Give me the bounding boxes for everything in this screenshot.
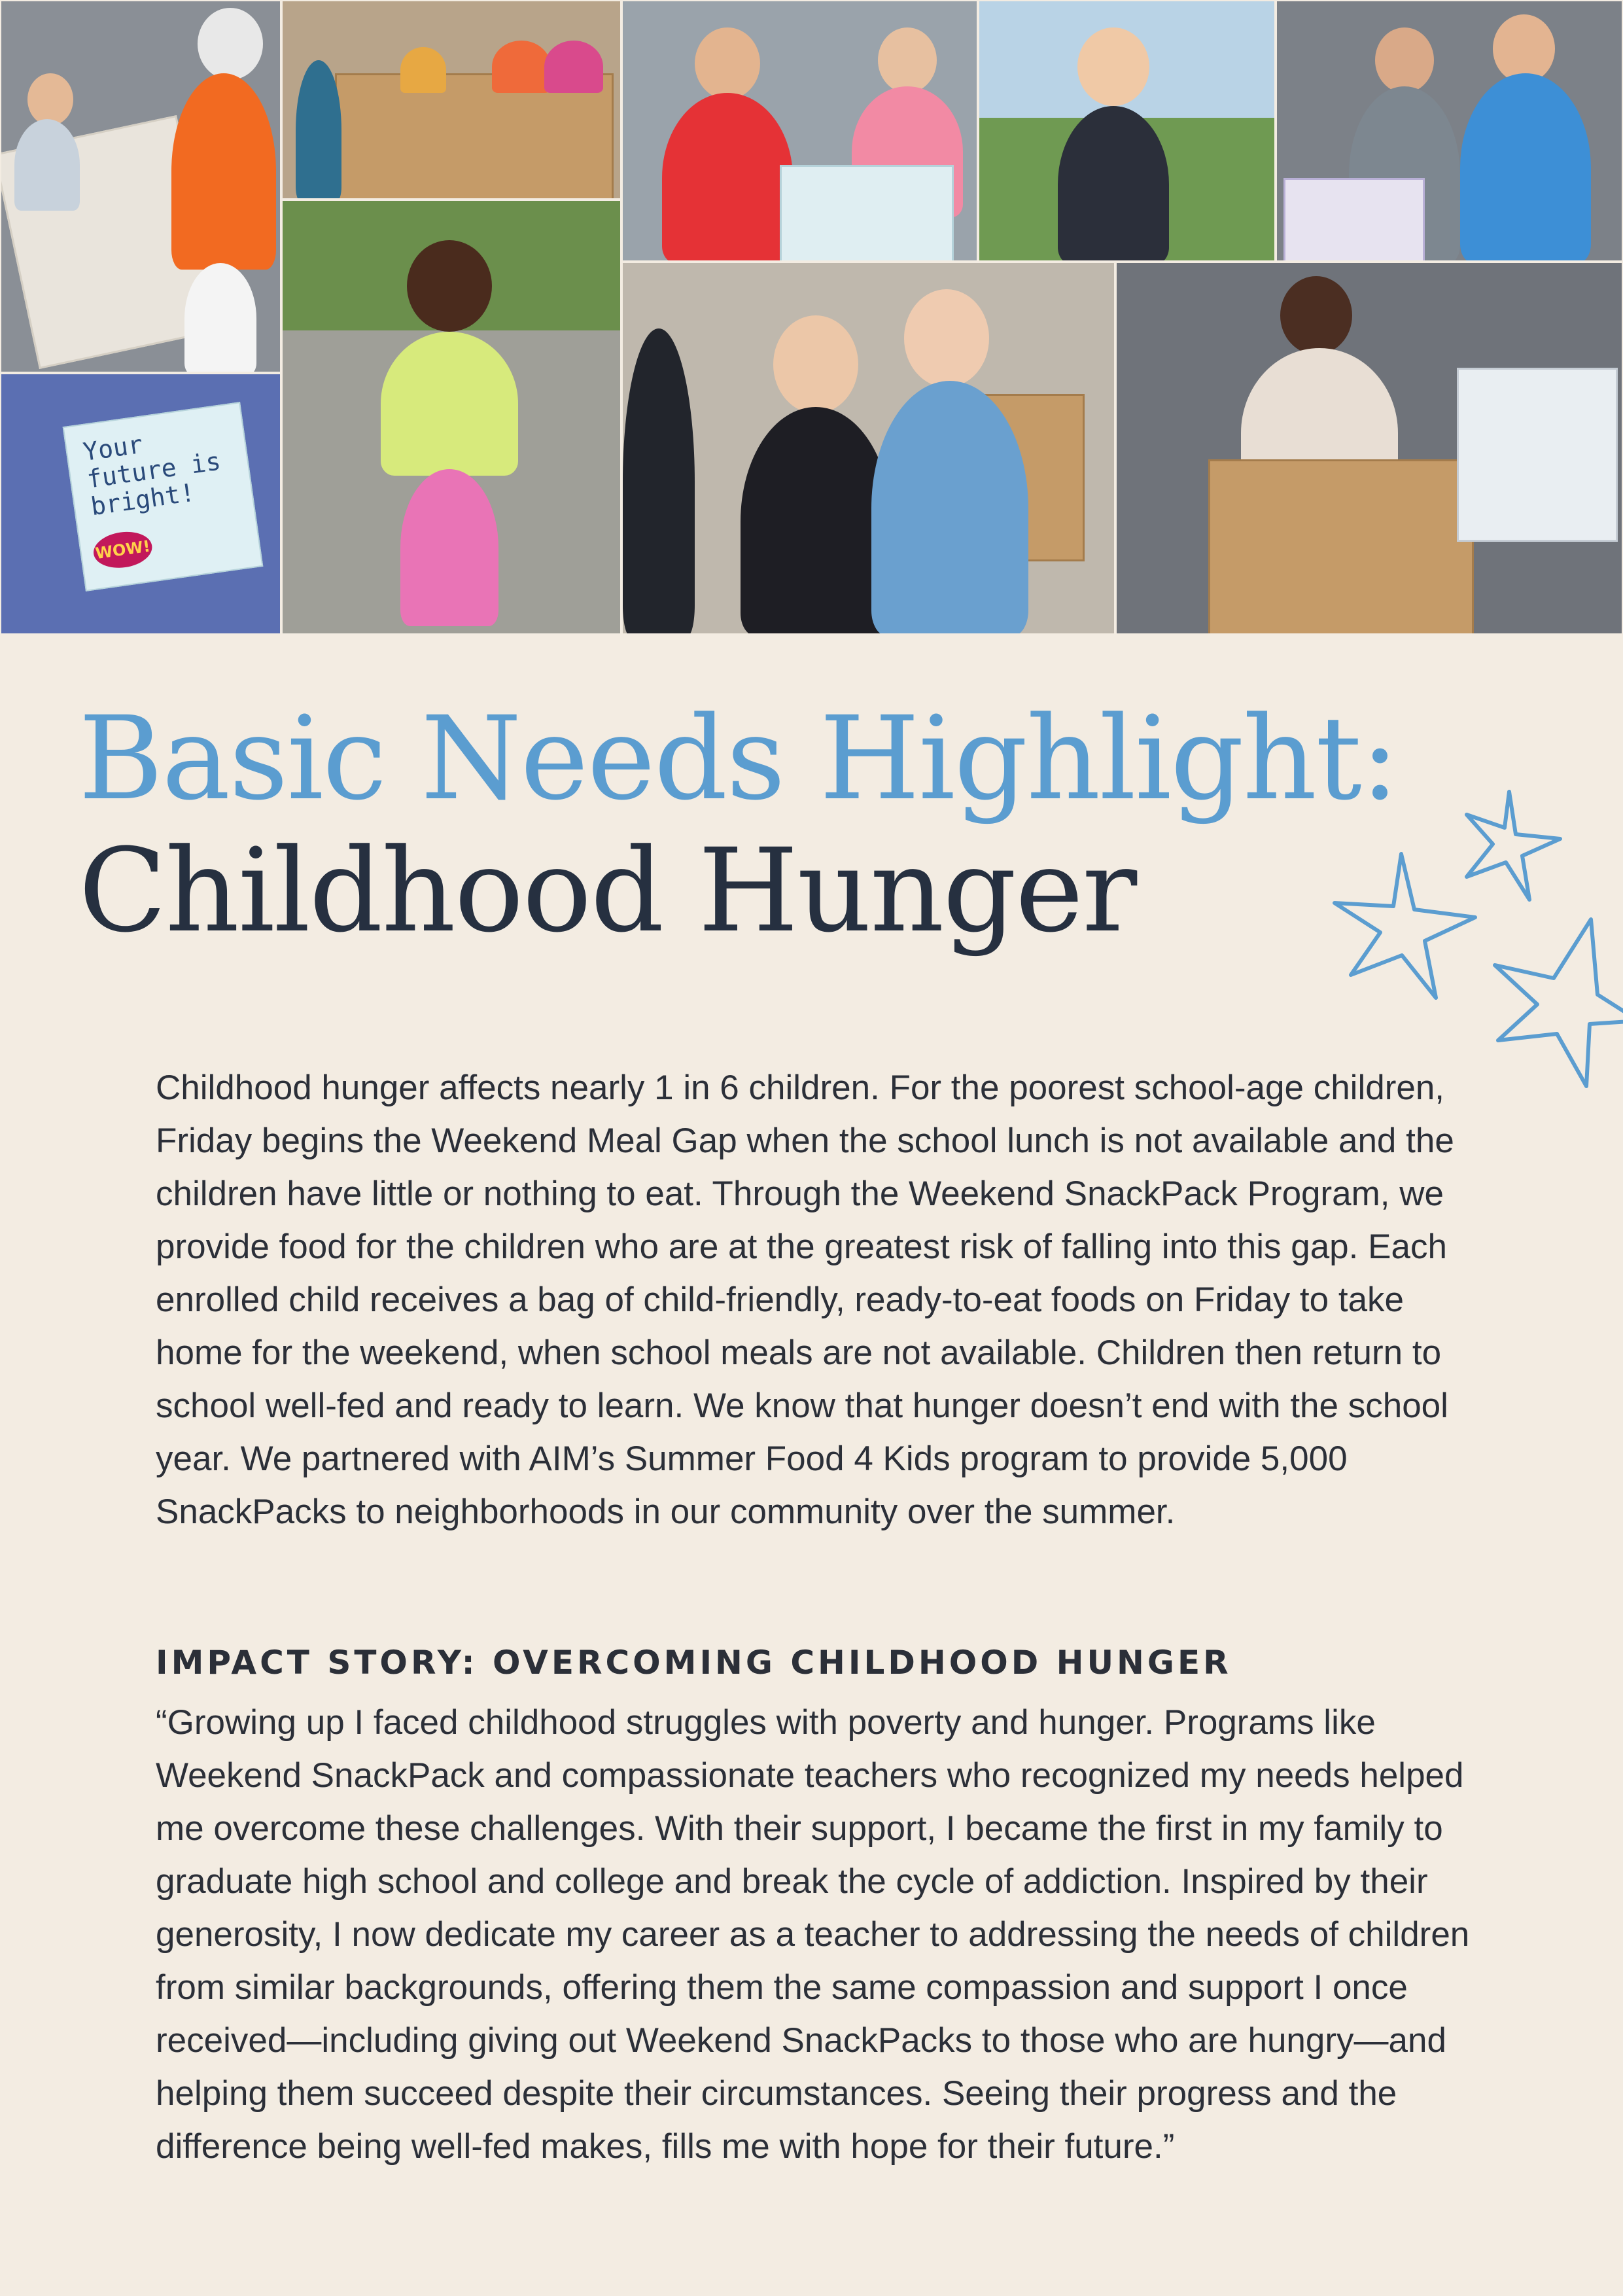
photo-warehouse-packing (1115, 262, 1623, 635)
photo-box-packing (281, 0, 621, 200)
photo-volunteers-red-shirt (621, 0, 978, 262)
impact-story-heading: IMPACT STORY: OVERCOMING CHILDHOOD HUNGER (156, 1644, 1232, 1682)
title-highlight: Basic Needs Highlight: (79, 692, 1399, 826)
photo-staff-packing (1276, 0, 1623, 262)
photo-teen-volunteers (621, 262, 1115, 635)
photo-craft-table (0, 0, 281, 373)
star-icon (1335, 854, 1475, 998)
impact-story-quote: “Growing up I faced childhood struggles with poverty and hunger. Programs like Weekend SnackPack and compassionate teachers who recognized my needs helped me overcome these challenges. With their support, I became the first in my family to graduate high school and college and break the cycle of addiction. Inspired by their generosity, I now dedicate my career as a teacher to addressing the needs of children from similar backgrounds, offering them the same compassion and support I once received—including giving out Weekend SnackPacks to those who are hungry—and helping them succeed despite their circumstances. Seeing their progress and the difference being well-fed makes, fills me with hope for their future.” (156, 1703, 1470, 2166)
note-card (63, 402, 264, 592)
star-icon (1495, 919, 1623, 1086)
wow-sticker: WOW! (91, 528, 154, 571)
photo-girl-outdoors (978, 0, 1276, 262)
intro-paragraph: Childhood hunger affects nearly 1 in 6 children. For the poorest school-age children, Friday begins the Weekend Meal Gap when the school lunch is not available and the children have little or nothing to eat. Through the Weekend SnackPack Program, we provide food for the children who are at the greatest risk of falling into this gap. Each enrolled child receives a bag of child-friendly, ready-to-eat foods on Friday to take home for the weekend, when school meals are not available. Children then return to school well-fed and ready to learn. We know that hunger doesn’t end with the school year. We partnered with AIM’s Summer Food 4 Kids program to provide 5,000 SnackPacks to neighborhoods in our community over the summer. (156, 1069, 1454, 1531)
photo-collage (0, 0, 1623, 635)
note-card-text: Your future is bright! (81, 429, 223, 521)
star-icon (1467, 792, 1560, 900)
photo-note-card (0, 373, 281, 635)
decorative-stars (1321, 779, 1623, 1093)
photo-child-bubbles (281, 200, 621, 635)
title-topic: Childhood Hunger (79, 824, 1136, 958)
